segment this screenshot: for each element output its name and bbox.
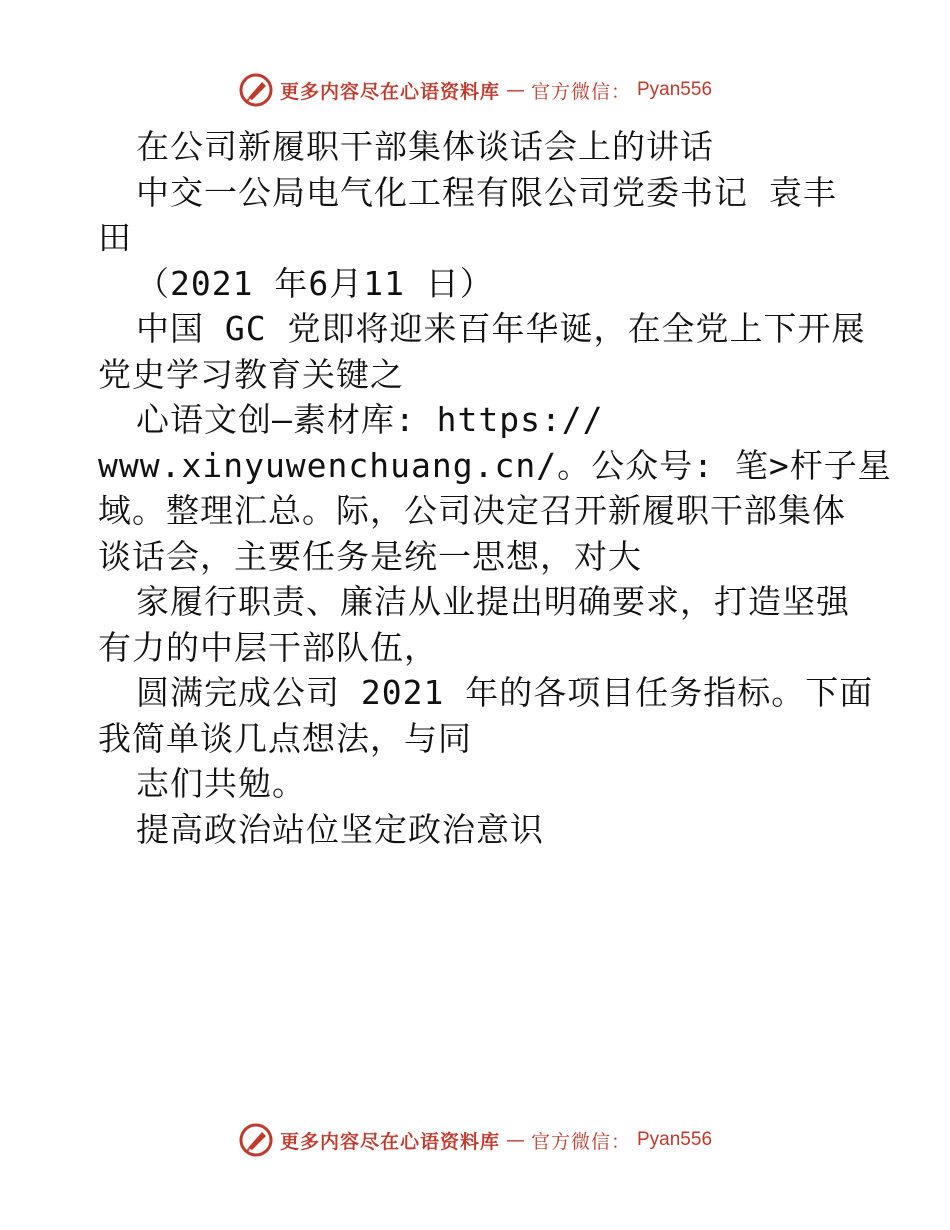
pen-logo-icon [238, 72, 274, 108]
doc-paragraph-line: 我简单谈几点想法，与同 [98, 718, 472, 758]
doc-paragraph-line: 中国 GC 党即将迎来百年华诞，在全党上下开展 [136, 309, 866, 348]
footer-watermark-banner [0, 1122, 950, 1158]
header-watermark-banner [0, 72, 950, 108]
banner-dash: — [505, 79, 525, 101]
doc-paragraph-line: 域。整理汇总。际，公司决定召开新履职干部集体 [98, 491, 846, 530]
doc-author-line-cont: 田 [98, 218, 132, 257]
document-body [98, 124, 892, 852]
doc-section-heading: 提高政治站位坚定政治意识 [136, 809, 544, 849]
doc-paragraph-line: 志们共勉。 [136, 764, 306, 803]
doc-paragraph-line: 心语文创—素材库: https:// [136, 400, 604, 439]
doc-title: 在公司新履职干部集体谈话会上的讲话 [136, 127, 714, 166]
banner-wechat-label: 官方微信： [530, 1130, 631, 1153]
banner-wechat-label: 官方微信： [530, 80, 631, 103]
doc-paragraph-line: 谈话会，主要任务是统一思想，对大 [98, 536, 642, 576]
doc-paragraph-line: 圆满完成公司 2021 年的各项目任务指标。下面 [136, 673, 874, 712]
banner-brand-text: 更多内容尽在心语资料库 [279, 1130, 500, 1153]
doc-paragraph-line: www.xinyuwenchuang.cn/。公众号: 笔>杆子星 [98, 445, 892, 485]
doc-paragraph-line: 有力的中层干部队伍， [98, 627, 438, 667]
pen-logo-icon [238, 1122, 274, 1158]
doc-paragraph-line: 党史学习教育关键之 [98, 354, 404, 394]
banner-wechat-id: Pyan556 [637, 1129, 713, 1150]
banner-wechat-id: Pyan556 [637, 79, 713, 100]
doc-paragraph-line: 家履行职责、廉洁从业提出明确要求，打造坚强 [136, 582, 850, 621]
banner-dash: — [505, 1129, 525, 1151]
doc-date: （2021 年6月11 日） [136, 263, 494, 303]
doc-author-line: 中交一公局电气化工程有限公司党委书记 袁丰 [136, 172, 837, 212]
banner-brand-text: 更多内容尽在心语资料库 [279, 80, 500, 103]
